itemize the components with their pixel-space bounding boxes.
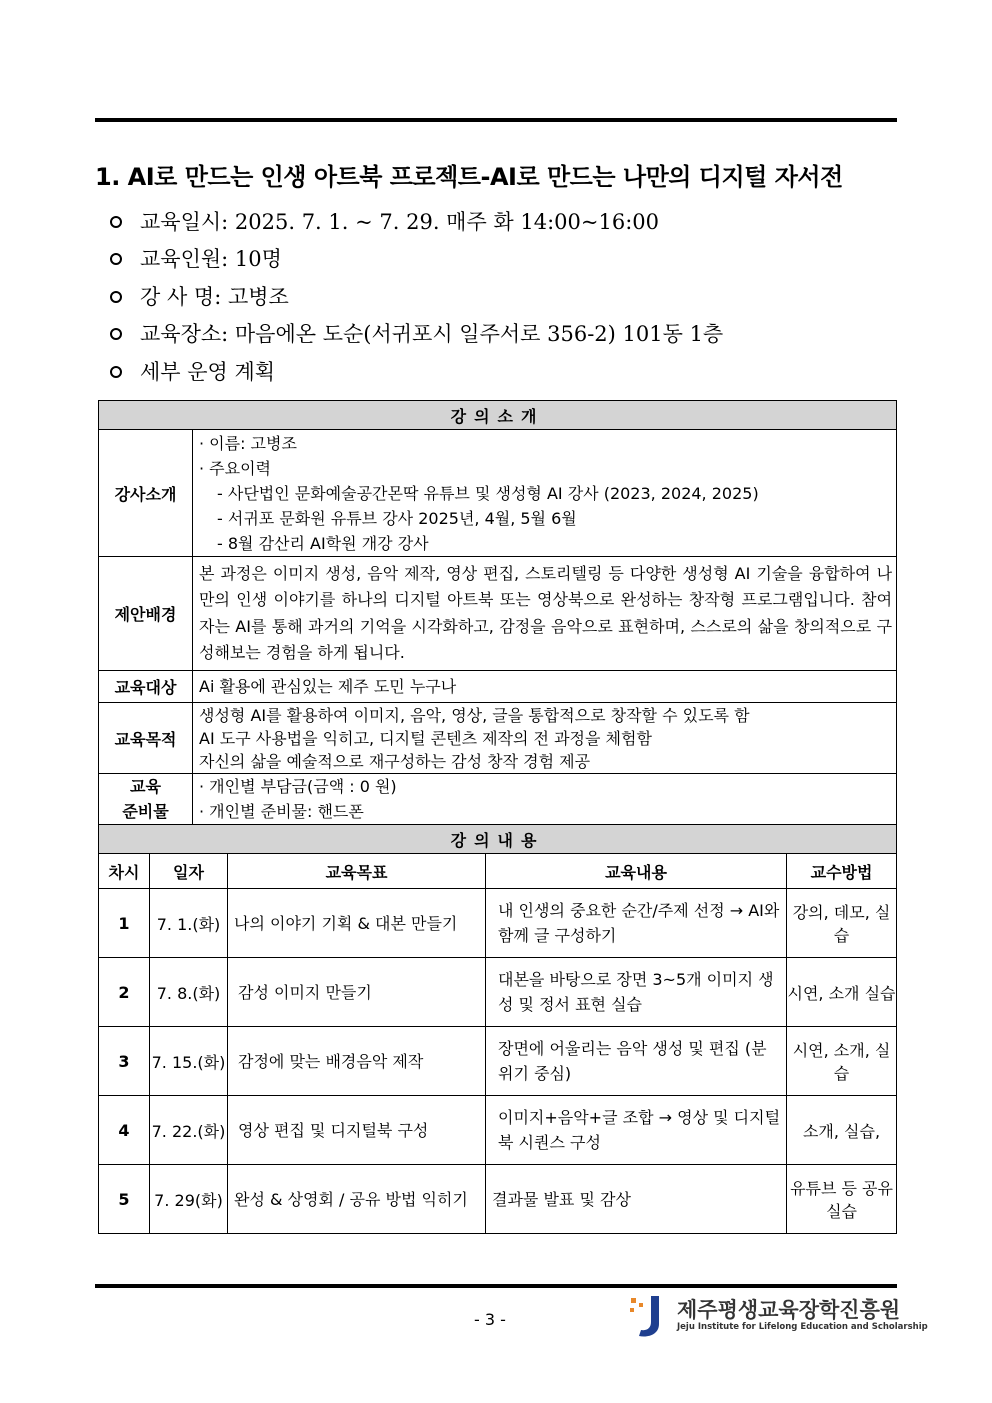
goals-label: 교육목적 — [99, 703, 193, 774]
goals-text: 생성형 AI를 활용하여 이미지, 음악, 영상, 글을 통합적으로 창작할 수 있도록 함 AI 도구 사용법을 익히고, 디지털 콘텐츠 제작의 전 과정을 체험함 자신의 삶을 예술적으로 재구성하는 감성 창작 경험 제공 — [193, 703, 897, 774]
prep-text: · 개인별 부담금(금액 : 0 원) · 개인별 준비물: 핸드폰 — [193, 774, 897, 825]
session-date: 7. 8.(화) — [150, 958, 228, 1027]
session-goal: 나의 이야기 기획 & 대본 만들기 — [228, 889, 486, 958]
table-row — [99, 889, 897, 958]
table-row — [99, 958, 897, 1027]
circle-bullet-icon — [110, 291, 122, 303]
bullet-location: 교육장소: 마음에온 도순(서귀포시 일주서로 356-2) 101동 1층 — [110, 315, 723, 353]
session-goal: 완성 & 상영회 / 공유 방법 익히기 — [228, 1165, 486, 1234]
page-title: 1. AI로 만드는 인생 아트북 프로젝트-AI로 만드는 나만의 디지털 자서전 — [95, 163, 843, 191]
column-header: 교수방법 — [787, 854, 897, 889]
target-text: Ai 활용에 관심있는 제주 도민 누구나 — [193, 671, 897, 703]
session-date: 7. 29(화) — [150, 1165, 228, 1234]
column-header: 일자 — [150, 854, 228, 889]
bullet-instructor: 강 사 명: 고병조 — [110, 277, 723, 315]
circle-bullet-icon — [110, 366, 122, 378]
column-header: 차시 — [99, 854, 150, 889]
session-method: 소개, 실습, — [787, 1096, 897, 1165]
bullet-capacity: 교육인원: 10명 — [110, 240, 723, 278]
institute-logo — [627, 1292, 928, 1340]
page-number: - 3 - — [474, 1310, 506, 1329]
table-row — [99, 1096, 897, 1165]
instructor-label: 강사소개 — [99, 430, 193, 557]
table-row — [99, 1027, 897, 1096]
bullet-plan: 세부 운영 계획 — [110, 352, 723, 390]
session-date: 7. 22.(화) — [150, 1096, 228, 1165]
session-method: 시연, 소개 실습 — [787, 958, 897, 1027]
target-label: 교육대상 — [99, 671, 193, 703]
session-number: 5 — [99, 1165, 150, 1234]
session-content: 결과물 발표 및 감상 — [486, 1165, 787, 1234]
session-number: 1 — [99, 889, 150, 958]
session-date: 7. 1.(화) — [150, 889, 228, 958]
session-date: 7. 15.(화) — [150, 1027, 228, 1096]
session-number: 3 — [99, 1027, 150, 1096]
column-header: 교육내용 — [486, 854, 787, 889]
circle-bullet-icon — [110, 328, 122, 340]
session-content: 대본을 바탕으로 장면 3~5개 이미지 생성 및 정서 표현 실습 — [486, 958, 787, 1027]
top-rule — [95, 118, 897, 122]
bottom-rule — [95, 1284, 897, 1288]
column-header: 교육목표 — [228, 854, 486, 889]
content-header: 강의내용 — [99, 825, 897, 854]
session-content: 장면에 어울리는 음악 생성 및 편집 (분위기 중심) — [486, 1027, 787, 1096]
table-row — [99, 1165, 897, 1234]
intro-header: 강의소개 — [99, 401, 897, 430]
logo-english-text: Jeju Institute for Lifelong Education and Scholarship — [677, 1322, 928, 1332]
instructor-info: · 이름: 고병조 · 주요이력 - 사단법인 문화예술공간몬딱 유튜브 및 생성형 AI 강사 (2023, 2024, 2025) - 서귀포 문화원 유튜브 강사 2025년, 4월, 5월 6월 - 8월 감산리 AI학원 개강 강사 — [193, 430, 897, 557]
session-method: 시연, 소개, 실습 — [787, 1027, 897, 1096]
session-goal: 감정에 맞는 배경음악 제작 — [228, 1027, 486, 1096]
background-label: 제안배경 — [99, 557, 193, 671]
logo-korean-text: 제주평생교육장학진흥원 — [677, 1298, 901, 1322]
bullet-schedule: 교육일시: 2025. 7. 1. ~ 7. 29. 매주 화 14:00~16:00 — [110, 202, 723, 240]
course-table — [98, 400, 897, 1234]
prep-label: 교육 준비물 — [99, 774, 193, 825]
info-bullets — [110, 202, 723, 390]
session-content: 내 인생의 중요한 순간/주제 선정 → AI와 함께 글 구성하기 — [486, 889, 787, 958]
session-content: 이미지+음악+글 조합 → 영상 및 디지털북 시퀀스 구성 — [486, 1096, 787, 1165]
circle-bullet-icon — [110, 253, 122, 265]
session-method: 유튜브 등 공유 실습 — [787, 1165, 897, 1234]
session-number: 4 — [99, 1096, 150, 1165]
background-text: 본 과정은 이미지 생성, 음악 제작, 영상 편집, 스토리텔링 등 다양한 생성형 AI 기술을 융합하여 나만의 인생 이야기를 하나의 디지털 아트북 또는 영상북으로 완성하는 창작형 프로그램입니다. 참여자는 AI를 통해 과거의 기억을 시각화하고, 감정을 음악으로 표현하며, 스스로의 삶을 창의적으로 구성해보는 경험을 하게 됩니다. — [193, 557, 897, 671]
session-goal: 영상 편집 및 디지털북 구성 — [228, 1096, 486, 1165]
session-method: 강의, 데모, 실습 — [787, 889, 897, 958]
session-goal: 감성 이미지 만들기 — [228, 958, 486, 1027]
session-number: 2 — [99, 958, 150, 1027]
institute-logo-icon — [627, 1294, 667, 1338]
circle-bullet-icon — [110, 216, 122, 228]
